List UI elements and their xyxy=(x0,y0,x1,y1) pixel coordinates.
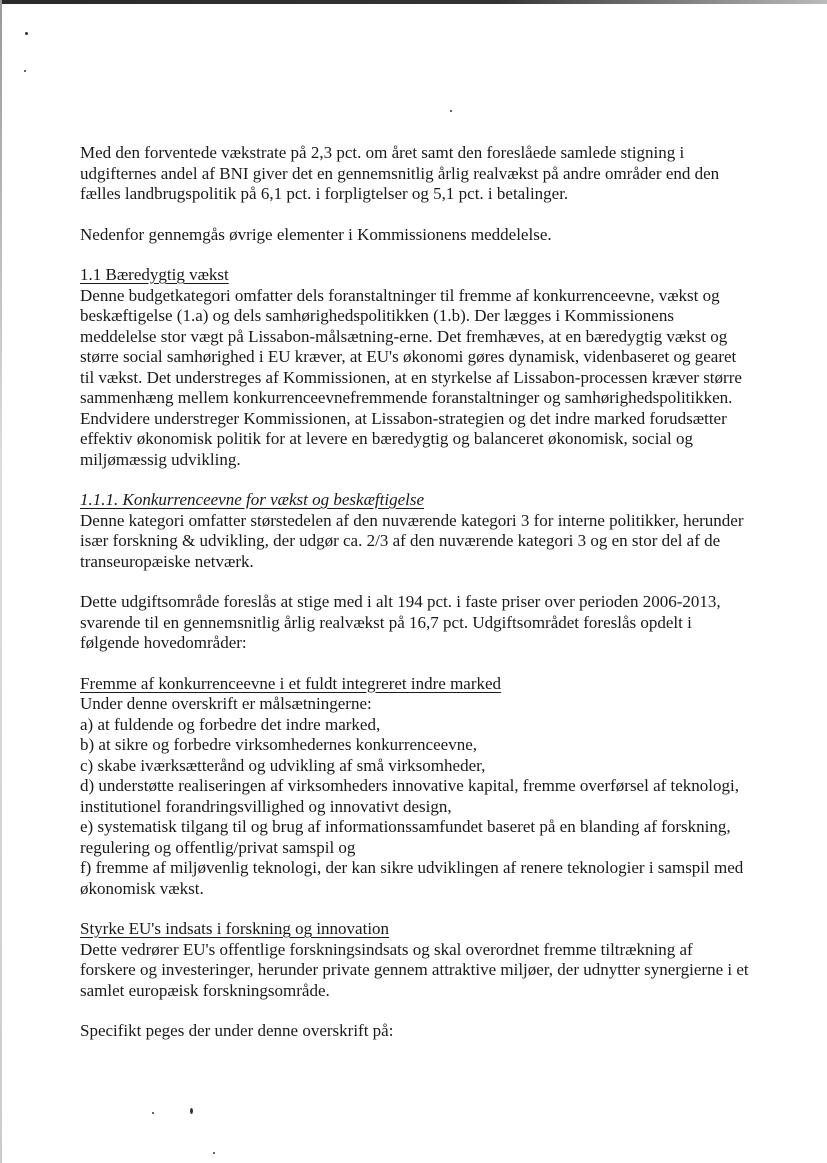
expenditure-growth-paragraph: Dette udgiftsområde foreslås at stige med i alt 194 pct. i faste priser over perioden 2006-2013, svarende til en gennemsnitlig årlig realvækst på 16,7 pct. Udgiftsområdet foreslås opdelt i følgende hovedområder: xyxy=(80,592,721,652)
document-page xyxy=(80,143,750,1042)
research-paragraph: Dette vedrører EU's offentlige forskningsindsats og skal overordnet fremme tiltrækning af forskere og investeringer, herunder private gennem attraktive miljøer, der udnytter synergierne i et samlet europæisk forskningsområde. xyxy=(80,939,749,1000)
scan-speck xyxy=(213,1152,215,1154)
scan-speck xyxy=(25,32,28,35)
scan-speck xyxy=(152,1112,154,1114)
section-heading-sustainable-growth: 1.1 Bæredygtig vækst xyxy=(80,265,229,284)
objective-item: c) skabe iværksætterånd og udvikling af små virksomheder, xyxy=(80,755,486,775)
scan-speck xyxy=(450,110,452,112)
section-heading-research-innovation: Styrke EU's indsats i forskning og innovation xyxy=(80,919,390,938)
section-heading-competitiveness-growth: 1.1.1. Konkurrenceevne for vækst og beskæftigelse xyxy=(80,490,425,509)
scan-speck xyxy=(24,70,26,72)
objective-item: f) fremme af miljøvenlig teknologi, der kan sikre udviklingen af renere teknologier i samspil med økonomisk vækst. xyxy=(80,858,744,898)
scan-speck xyxy=(190,1108,193,1114)
intro-paragraph: Med den forventede vækstrate på 2,3 pct. om året samt den foreslåede samlede stigning i udgifternes andel af BNI giver det en gennemsnitlig årlig realvækst på andre områder end den fælles landbrugspolitik på 6,1 pct. i forpligtelser og 5,1 pct. i betalinger. xyxy=(80,143,720,203)
objective-item: b) at sikre og forbedre virksomhedernes konkurrenceevne, xyxy=(80,735,477,754)
section-heading-internal-market: Fremme af konkurrenceevne i et fuldt integreret indre marked xyxy=(80,673,502,693)
closing-paragraph: Specifikt peges der under denne overskrift på: xyxy=(80,1021,394,1040)
overview-paragraph: Nedenfor gennemgås øvrige elementer i Kommissionens meddelelse. xyxy=(80,224,552,244)
sustainable-growth-paragraph: Denne budgetkategori omfatter dels foranstaltninger til fremme af konkurrenceevne, vækst og beskæftigelse (1.a) og dels samhørighedspolitikken (1.b). Der lægges i Kommissionens meddelelse stor vægt på Lissabon-målsætning-erne. Det fremhæves, at en bæredygtig vækst og større social samhørighed i EU kræver, at EU's økonomi gøres dynamisk, videnbaseret og gearet til vækst. Det understreges af Kommissionen, at en styrkelse af Lissabon-processen kræver større sammenhæng mellem konkurrenceevnefremmende foranstaltninger og samhørighedspolitikken. Endvidere understreger Kommissionen, at Lissabon-strategien og det indre marked forudsætter effektiv økonomisk politik for at levere en bæredygtig og balanceret økonomisk, social og miljømæssig udvikling. xyxy=(80,285,742,469)
objectives-lead: Under denne overskrift er målsætningerne: xyxy=(80,694,372,713)
scan-top-edge xyxy=(0,0,827,4)
objective-item: a) at fuldende og forbedre det indre marked, xyxy=(80,714,381,734)
competitiveness-category-paragraph: Denne kategori omfatter størstedelen af den nuværende kategori 3 for interne politikker, herunder især forskning & udvikling, der udgør ca. 2/3 af den nuværende kategori 3 og en stor del af de transeuropæiske netværk. xyxy=(80,510,744,571)
objective-item: d) understøtte realiseringen af virksomheders innovative kapital, fremme overførsel af teknologi, institutionel forandringsvillighed og innovativt design, xyxy=(80,776,739,816)
scan-left-edge xyxy=(0,0,2,1163)
objective-item: e) systematisk tilgang til og brug af informationssamfundet baseret på en blanding af forskning, regulering og offentlig/privat samspil og xyxy=(80,817,731,857)
